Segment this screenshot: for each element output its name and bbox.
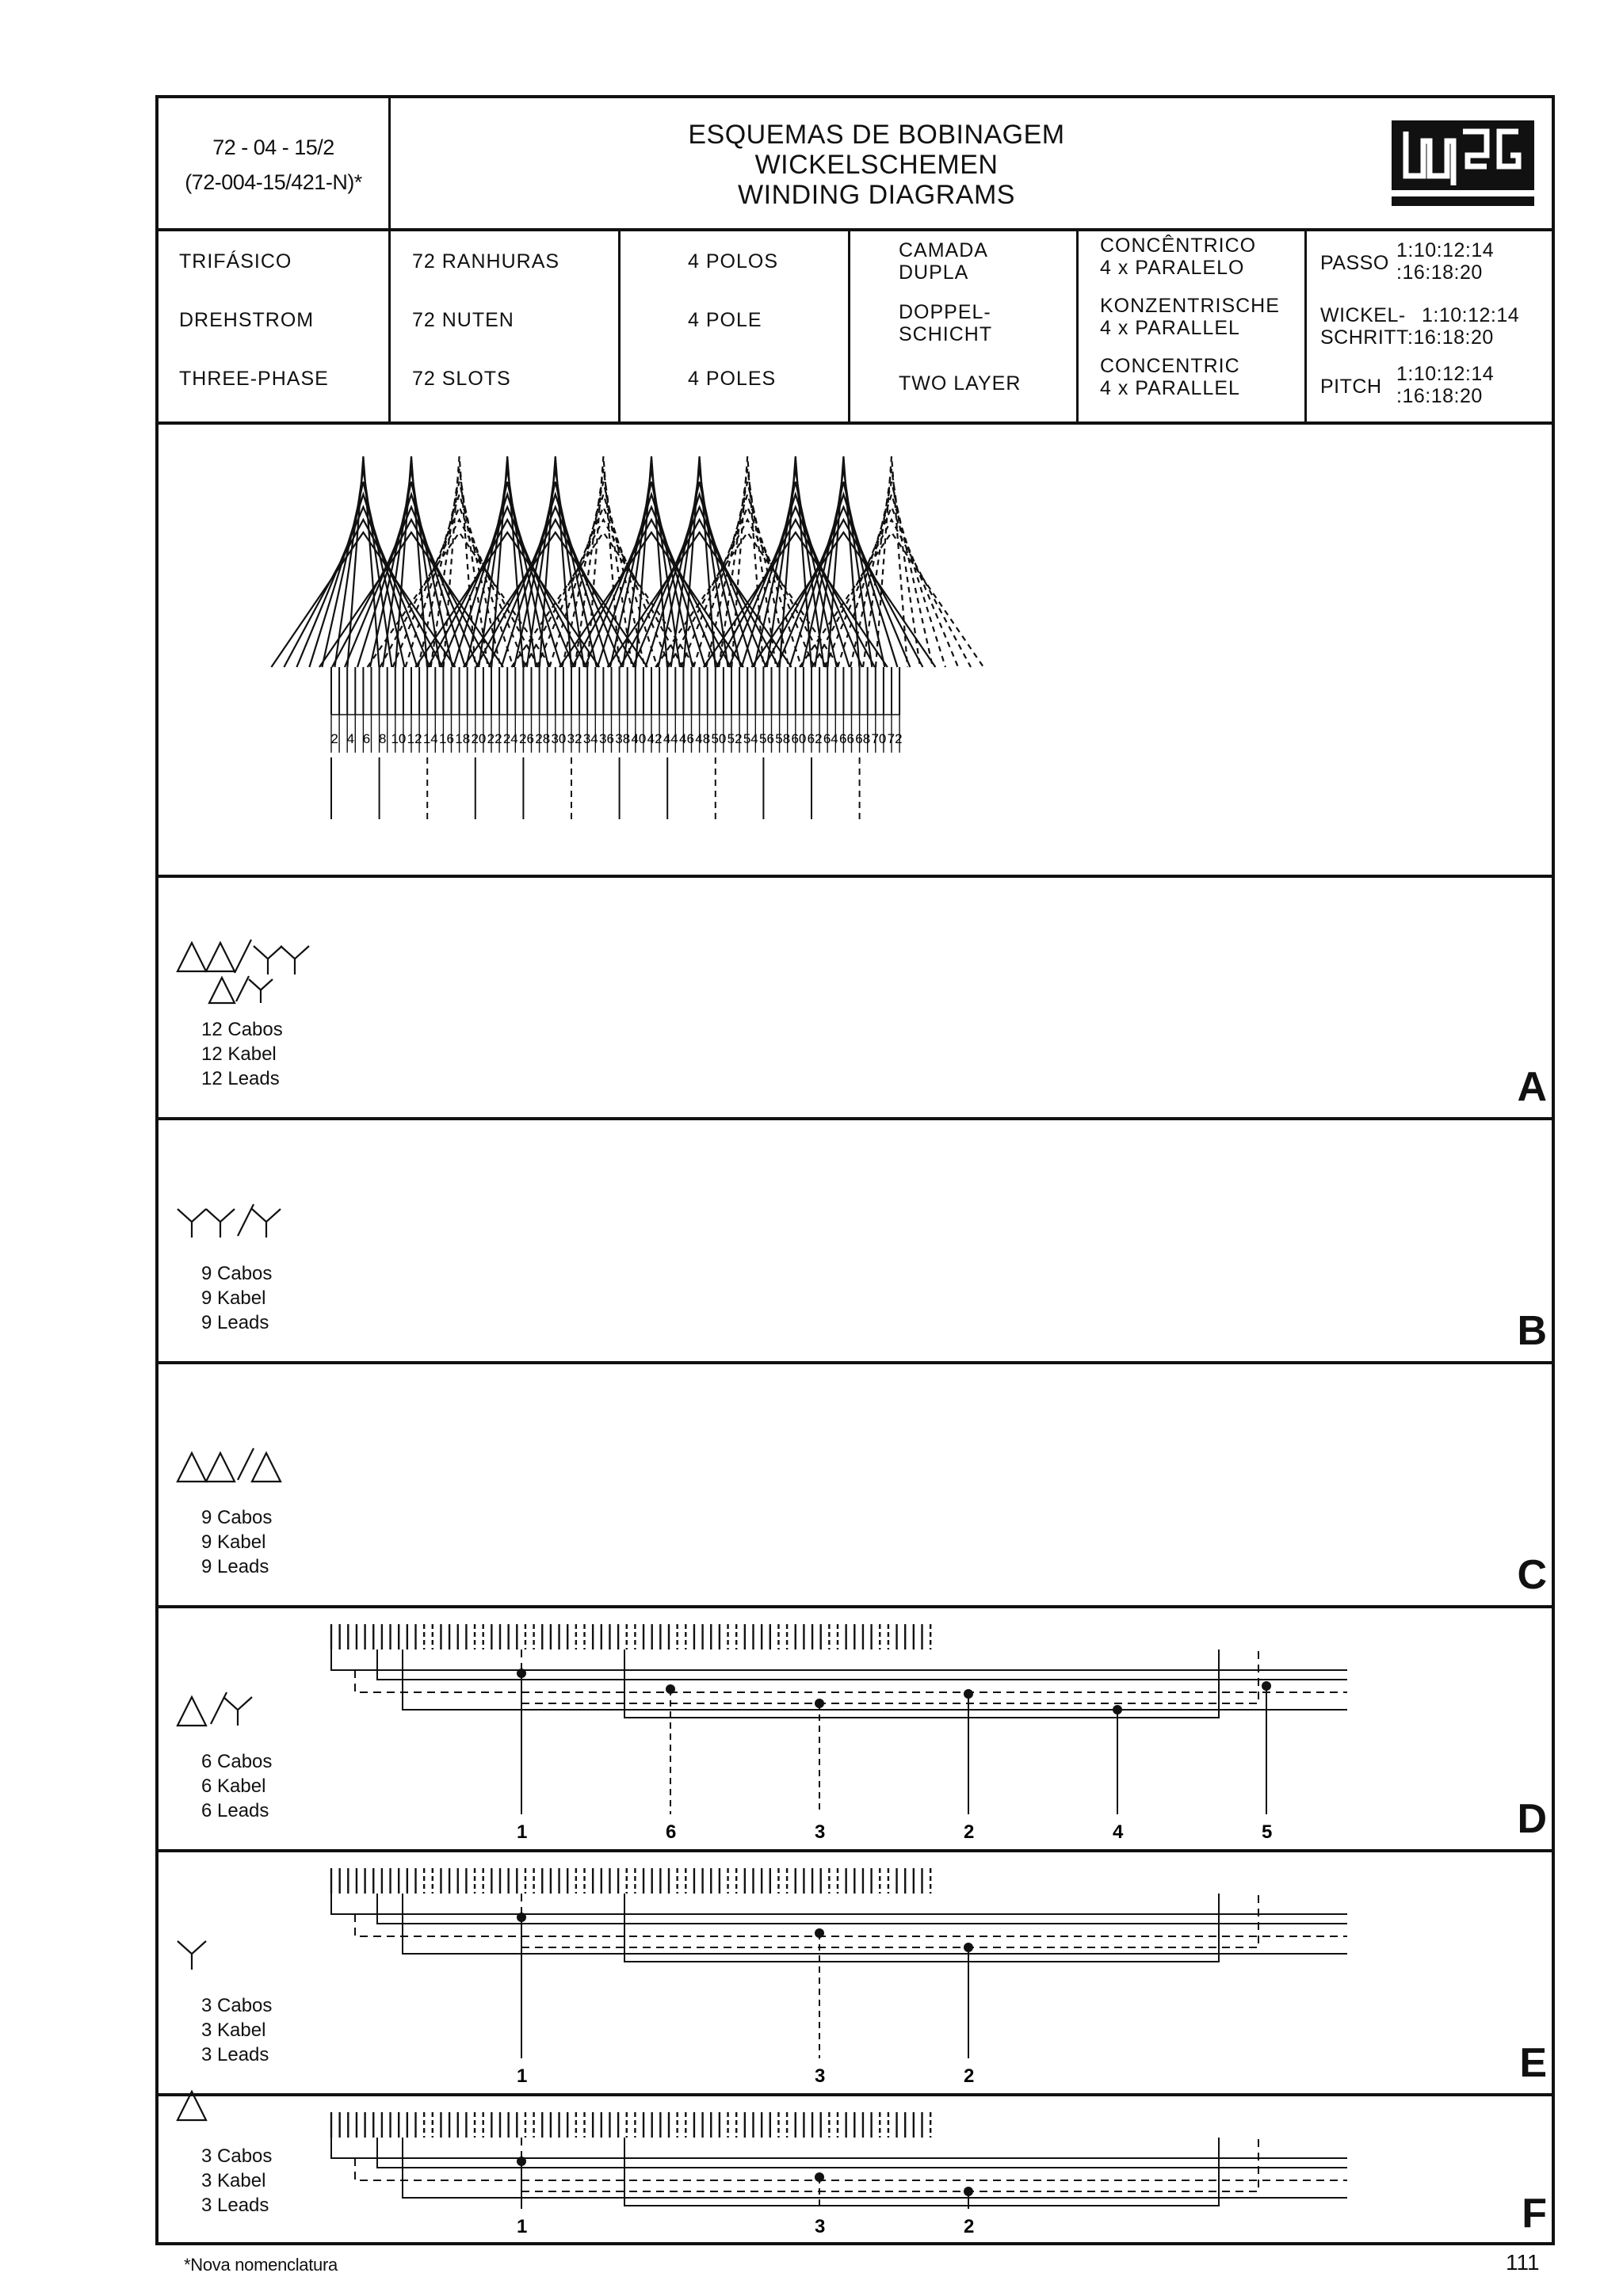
connection-panel-c: [158, 1366, 1552, 1607]
bus-line: [331, 1624, 1347, 1670]
lead-count-line: 3 Kabel: [201, 2019, 266, 2041]
bus-line: [521, 1650, 1258, 1703]
wye-icon: [252, 1209, 281, 1238]
lead-count-line: 9 Cabos: [201, 1507, 273, 1528]
terminal-label: 1: [517, 2065, 528, 2087]
bus-line: [521, 2138, 1258, 2191]
slot-number: 62: [807, 731, 823, 746]
slash-icon: [236, 976, 249, 1001]
bus-line: [521, 1894, 1258, 1947]
bus-line: [624, 2138, 1219, 2206]
pitch-de-v2: :16:18:20: [1407, 326, 1494, 349]
divider: [158, 1605, 1552, 1608]
spec-type-pt-2: 4 x PARALELO: [1100, 257, 1245, 279]
title-de: WICKELSCHEMEN: [754, 150, 999, 180]
spec-poles: [621, 231, 848, 425]
spec-layer-pt-1: CAMADA: [899, 239, 988, 261]
spec-poles-pt: 4 POLOS: [688, 250, 778, 273]
bus-line: [331, 1868, 1347, 1914]
slot-number: 70: [871, 731, 887, 746]
slot-ticks: [331, 1868, 930, 1894]
panel-letter: A: [1517, 1064, 1547, 1110]
wye-icon: [254, 946, 282, 974]
spec-slots-de: 72 NUTEN: [412, 309, 514, 331]
slot-number: 44: [663, 731, 678, 746]
lead-count-line: 3 Cabos: [201, 2145, 273, 2167]
panel-letter: E: [1519, 2040, 1547, 2086]
bus-line: [624, 1650, 1219, 1718]
lead-count-line: 3 Cabos: [201, 1995, 273, 2016]
bus-line: [331, 2112, 1347, 2158]
lead-count-line: 6 Cabos: [201, 1751, 273, 1772]
pitch-en-label: PITCH: [1320, 376, 1382, 398]
coil-group: [751, 456, 935, 667]
connection-panel-b: [158, 1122, 1552, 1363]
slash-icon: [235, 940, 251, 973]
terminal-label: 3: [815, 2216, 826, 2237]
terminals: [517, 1913, 974, 2087]
coil-sides: [331, 667, 899, 715]
slot-number: 32: [567, 731, 582, 746]
delta-icon: [178, 1453, 206, 1482]
junction-dot: [1262, 1681, 1271, 1691]
slot-number: 60: [791, 731, 807, 746]
slot-number: 4: [346, 731, 355, 746]
spec-slots: [391, 231, 618, 425]
coil-group: [800, 456, 983, 667]
slash-icon: [238, 1448, 254, 1480]
slot-number: 38: [615, 731, 631, 746]
spec-type-de-1: KONZENTRISCHE: [1100, 295, 1280, 317]
connection-symbol: [174, 1166, 349, 1253]
slash-icon: [238, 1204, 254, 1236]
wye-icon: [178, 1209, 206, 1238]
winding-diagram: [158, 425, 1552, 875]
page-number: 111: [1506, 2250, 1540, 2275]
footnote: *Nova nomenclatura: [184, 2255, 338, 2275]
lead-count-line: 9 Cabos: [201, 1263, 273, 1284]
wye-icon: [281, 946, 309, 974]
slot-number: 54: [743, 731, 758, 746]
junction-dot: [517, 1669, 526, 1678]
coil-group: [319, 456, 503, 667]
spec-type-en-2: 4 x PARALLEL: [1100, 377, 1240, 399]
slot-ticks: [331, 1624, 930, 1650]
panel-letter: F: [1522, 2191, 1547, 2237]
lead-count-line: 9 Leads: [201, 1312, 269, 1333]
lead-count-line: 3 Kabel: [201, 2170, 266, 2191]
slot-number: 18: [455, 731, 471, 746]
slot-number: 56: [759, 731, 774, 746]
slot-ticks: [331, 2112, 930, 2138]
lead-count-line: 9 Kabel: [201, 1287, 266, 1309]
slot-number: 46: [679, 731, 694, 746]
coil-group: [368, 456, 552, 667]
code-old: 72 - 04 - 15/2: [212, 135, 334, 159]
code-new: (72-004-15/421-N)*: [185, 170, 362, 194]
connection-panel-d: [158, 1610, 1552, 1851]
junction-dot: [517, 2157, 526, 2166]
terminal-label: 2: [964, 2216, 975, 2237]
slot-number: 14: [422, 731, 438, 746]
slot-number: 10: [391, 731, 407, 746]
pitch-en-v1: 1:10:12:14: [1396, 363, 1495, 385]
divider: [388, 98, 391, 425]
coil-group: [415, 456, 599, 667]
lead-connection-diagram: [158, 1610, 1347, 1851]
junction-dot: [815, 1928, 824, 1938]
slot-number: 2: [330, 731, 338, 746]
lead-count-line: 9 Leads: [201, 1556, 269, 1577]
divider: [1304, 231, 1307, 425]
pitch-pt-label: PASSO: [1320, 252, 1389, 274]
slot-number: 8: [378, 731, 387, 746]
spec-slots-pt: 72 RANHURAS: [412, 250, 560, 273]
lead-count: [201, 1505, 272, 1579]
spec-layer-de-2: SCHICHT: [899, 323, 993, 345]
junction-dot: [964, 1689, 973, 1699]
terminal-label: 4: [1113, 1821, 1124, 1843]
pitch-pt-v1: 1:10:12:14: [1396, 239, 1495, 261]
panel-letter: D: [1517, 1796, 1547, 1842]
title-pt: ESQUEMAS DE BOBINAGEM: [688, 120, 1065, 150]
lead-count: [201, 1017, 283, 1091]
wye-icon: [206, 1209, 235, 1238]
spec-slots-en: 72 SLOTS: [412, 368, 511, 390]
lead-count-line: 3 Leads: [201, 2044, 269, 2065]
slot-number: 24: [502, 731, 518, 746]
lead-count-line: 12 Cabos: [201, 1019, 283, 1040]
winding-sheet: [155, 95, 1555, 2245]
slot-number: 34: [582, 731, 598, 746]
delta-icon: [178, 943, 206, 971]
connection-panel-e: [158, 1854, 1552, 2095]
delta-icon: [206, 943, 235, 971]
spec-pitch: [1308, 231, 1550, 425]
lead-count: [201, 1261, 272, 1335]
slot-number: 52: [727, 731, 743, 746]
slot-number: 48: [695, 731, 711, 746]
lead-count-line: 6 Leads: [201, 1800, 269, 1821]
connection-panel-a: [158, 878, 1552, 1119]
terminal-label: 6: [666, 1821, 677, 1843]
slot-number: 6: [362, 731, 371, 746]
slot-number: 28: [535, 731, 551, 746]
coil-group: [271, 456, 455, 667]
pitch-de-v1: 1:10:12:14: [1422, 304, 1520, 326]
bus-line: [624, 1894, 1219, 1962]
spec-poles-de: 4 POLE: [688, 309, 762, 331]
divider: [618, 231, 621, 425]
coil-group: [464, 456, 647, 667]
spec-phase-en: THREE-PHASE: [179, 368, 329, 390]
spec-layer-de-1: DOPPEL-: [899, 301, 991, 323]
terminal-label: 2: [964, 2065, 975, 2087]
lead-count-line: 6 Kabel: [201, 1775, 266, 1797]
slot-number: 22: [487, 731, 502, 746]
slot-number: 26: [519, 731, 534, 746]
coil-group: [511, 456, 695, 667]
junction-dot: [815, 2172, 824, 2182]
junction-dot: [1113, 1705, 1122, 1714]
slot-number: 68: [855, 731, 871, 746]
divider: [848, 231, 850, 425]
slot-number: 42: [647, 731, 663, 746]
panel-letter: C: [1517, 1552, 1547, 1598]
terminal-label: 3: [815, 1821, 826, 1843]
spec-phase-pt: TRIFÁSICO: [179, 250, 292, 273]
terminal-label: 1: [517, 2216, 528, 2237]
junction-dot: [964, 1943, 973, 1952]
spec-type-de-2: 4 x PARALLEL: [1100, 317, 1240, 339]
pitch-de-label2: SCHRITT: [1320, 326, 1409, 349]
lead-count-line: 9 Kabel: [201, 1531, 266, 1553]
pitch-en-v2: :16:18:20: [1396, 385, 1483, 407]
wye-icon: [249, 979, 273, 1003]
pitch-de-label: WICKEL-: [1320, 304, 1406, 326]
junction-dot: [964, 2187, 973, 2196]
coil-group: [608, 456, 792, 667]
slot-number: 30: [551, 731, 567, 746]
weg-logo: [1392, 114, 1534, 209]
slot-number: 40: [631, 731, 647, 746]
spec-layer: [851, 231, 1076, 425]
slot-number: 66: [839, 731, 854, 746]
junction-dot: [815, 1699, 824, 1708]
lead-count-line: 12 Leads: [201, 1068, 280, 1089]
spec-layer-en: TWO LAYER: [899, 372, 1022, 395]
spec-type-en-1: CONCENTRIC: [1100, 355, 1240, 377]
slot-number: 50: [711, 731, 727, 746]
spec-layer-pt-2: DUPLA: [899, 261, 969, 284]
connection-symbol: [174, 911, 349, 1014]
terminals: [517, 1669, 1272, 1843]
slot-number: 36: [599, 731, 614, 746]
lead-count-line: 3 Leads: [201, 2195, 269, 2216]
lead-connection-diagram: [158, 2098, 1347, 2245]
coil-group: [655, 456, 839, 667]
delta-icon: [206, 1453, 235, 1482]
delta-icon: [209, 978, 235, 1003]
coil-group: [704, 456, 888, 667]
divider: [158, 1361, 1552, 1364]
slot-number: 64: [823, 731, 838, 746]
spec-type: [1079, 231, 1304, 425]
title-en: WINDING DIAGRAMS: [738, 180, 1015, 210]
divider: [1076, 231, 1079, 425]
slot-number: 12: [407, 731, 422, 746]
delta-icon: [252, 1453, 281, 1482]
spec-phase: [158, 231, 388, 425]
terminal-label: 3: [815, 2065, 826, 2087]
spec-type-pt-1: CONCÊNTRICO: [1100, 235, 1257, 257]
terminal-label: 5: [1262, 1821, 1273, 1843]
spec-phase-de: DREHSTROM: [179, 309, 315, 331]
panel-letter: B: [1517, 1308, 1547, 1354]
terminal-label: 2: [964, 1821, 975, 1843]
diagram-code: [158, 98, 388, 231]
connection-symbol: [174, 1410, 349, 1497]
slot-number: 58: [775, 731, 791, 746]
connection-panel-f: [158, 2098, 1552, 2245]
coil-group: [559, 456, 743, 667]
junction-dot: [517, 1913, 526, 1922]
slot-number: 16: [439, 731, 454, 746]
junction-dot: [666, 1684, 675, 1694]
spec-poles-en: 4 POLES: [688, 368, 777, 390]
divider: [158, 1117, 1552, 1120]
terminal-label: 1: [517, 1821, 528, 1843]
lead-count-line: 12 Kabel: [201, 1043, 277, 1065]
pitch-pt-v2: :16:18:20: [1396, 261, 1483, 284]
slot-number: 20: [471, 731, 487, 746]
sheet-title: [391, 98, 1361, 231]
slot-number: 72: [887, 731, 903, 746]
